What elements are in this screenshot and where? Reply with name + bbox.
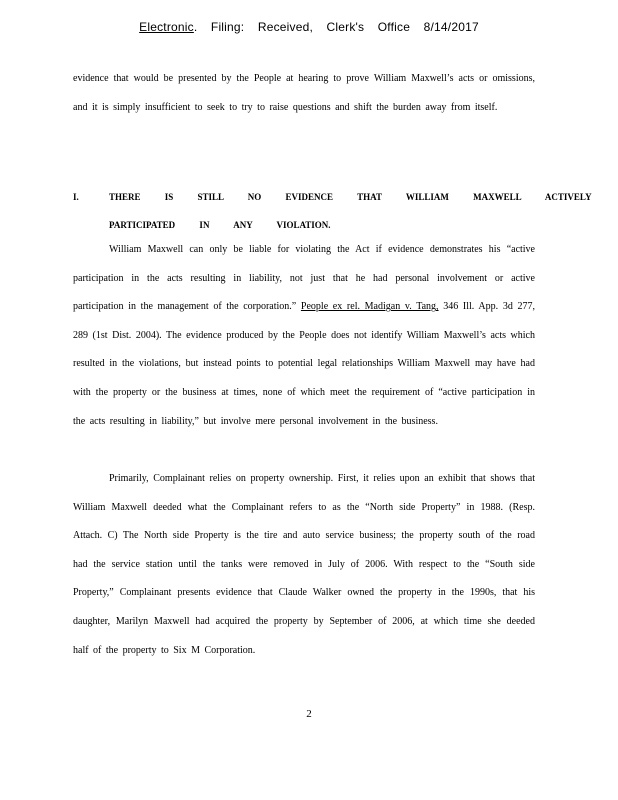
header-electronic: Electronic bbox=[139, 20, 194, 34]
paragraph-continuation: evidence that would be presented by the People at hearing to prove William Maxwell’s acts or omissions, and it is simply insufficient to seek to try to raise questions and shift the burden away from itself. bbox=[73, 73, 535, 113]
paragraph-active-participation bbox=[73, 236, 535, 436]
header-filing-info: . Filing: Received, Clerk's Office 8/14/2017 bbox=[193, 20, 479, 34]
filing-header bbox=[0, 20, 618, 34]
paragraph-text: William Maxwell can only be liable for violating the Act if evidence demonstrates his “active participation in the acts resulting in liability, not just that he had personal involvement or active participation in the management of the corporation.” bbox=[73, 244, 535, 313]
paragraph-text: 346 Ill. App. 3d 277, 289 (1st Dist. 2004). The evidence produced by the People does not identify William Maxwell’s acts which resulted in the violations, but instead points to potential legal relationships William Maxwell may have had with the property or the business at times, none of which meet the requirement of “active participation in the acts resulting in liability,” but involve mere personal involvement in the business. bbox=[73, 301, 535, 427]
page-number: 2 bbox=[306, 708, 312, 720]
section-heading-line-2: PARTICIPATED IN ANY VIOLATION. bbox=[109, 220, 331, 230]
paragraph-property-ownership: Primarily, Complainant relies on property ownership. First, it relies upon an exhibit that shows that William Maxwell deeded what the Complainant refers to as the “North side Property” in 1988. (Resp. Attach. C) The North side Property is the tire and auto service business; the property south of the road had the service station until the tanks were removed in July of 2006. With respect to the “South side Property,” Complainant presents evidence that Claude Walker owned the property in the 1990s, that his daughter, Marilyn Maxwell had acquired the property by September of 2006, at which time she deeded half of the property to Six M Corporation. bbox=[73, 473, 535, 656]
section-number: I. bbox=[73, 192, 79, 202]
section-heading-line-1: THERE IS STILL NO EVIDENCE THAT WILLIAM MAXWELL ACTIVELY bbox=[109, 192, 592, 202]
case-citation: People ex rel. Madigan v. Tang, bbox=[300, 301, 439, 313]
